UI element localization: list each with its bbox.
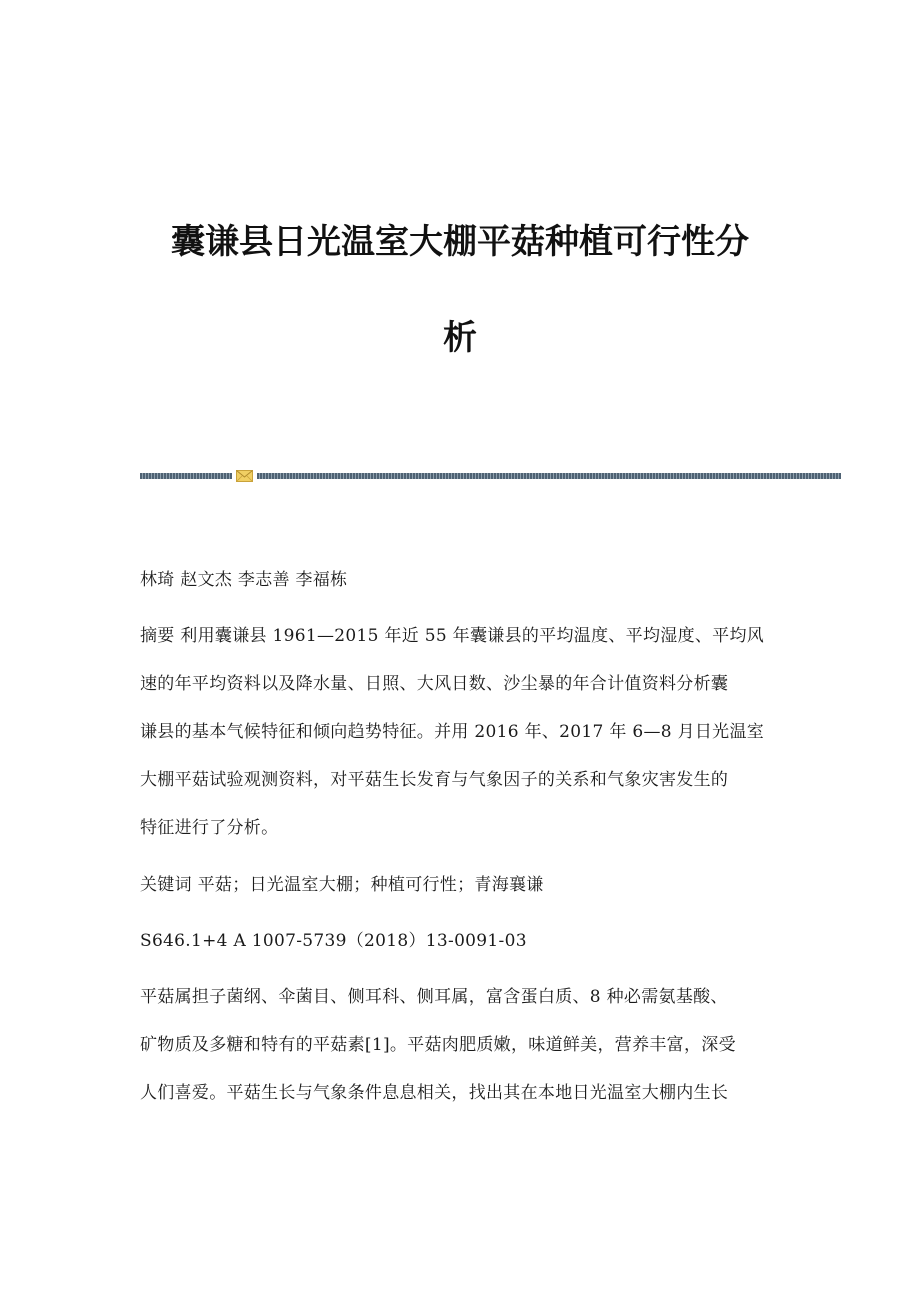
body-paragraph bbox=[140, 985, 785, 1129]
abstract-line: 摘要 利用囊谦县 1961—2015 年近 55 年囊谦县的平均温度、平均湿度、平均风 bbox=[140, 626, 765, 646]
divider-bar-right bbox=[257, 473, 841, 479]
abstract-line: 谦县的基本气候特征和倾向趋势特征。并用 2016 年、2017 年 6—8 月日光温室 bbox=[140, 722, 765, 742]
abstract-line: 速的年平均资料以及降水量、日照、大风日数、沙尘暴的年合计值资料分析囊 bbox=[140, 674, 729, 694]
keywords: 关键词 平菇；日光温室大棚；种植可行性；青海襄谦 bbox=[140, 875, 544, 895]
authors: 林琦 赵文杰 李志善 李福栋 bbox=[140, 570, 348, 590]
abstract-line: 大棚平菇试验观测资料，对平菇生长发育与气象因子的关系和气象灾害发生的 bbox=[140, 770, 729, 790]
body-line: 矿物质及多糖和特有的平菇素[1]。平菇肉肥质嫩，味道鲜美，营养丰富，深受 bbox=[140, 1035, 736, 1055]
paper-title-line-1: 囊谦县日光温室大棚平菇种植可行性分 bbox=[171, 222, 749, 262]
divider-bar-left bbox=[140, 473, 232, 479]
title-divider bbox=[140, 469, 841, 483]
abstract bbox=[140, 624, 785, 864]
abstract-line: 特征进行了分析。 bbox=[140, 818, 279, 838]
classification-code: S646.1+4 A 1007-5739（2018）13-0091-03 bbox=[140, 931, 527, 951]
envelope-icon bbox=[236, 470, 253, 482]
body-line: 平菇属担子菌纲、伞菌目、侧耳科、侧耳属，富含蛋白质、8 种必需氨基酸、 bbox=[140, 987, 728, 1007]
body-line: 人们喜爱。平菇生长与气象条件息息相关，找出其在本地日光温室大棚内生长 bbox=[140, 1083, 729, 1103]
paper-title-line-2: 析 bbox=[443, 318, 477, 358]
